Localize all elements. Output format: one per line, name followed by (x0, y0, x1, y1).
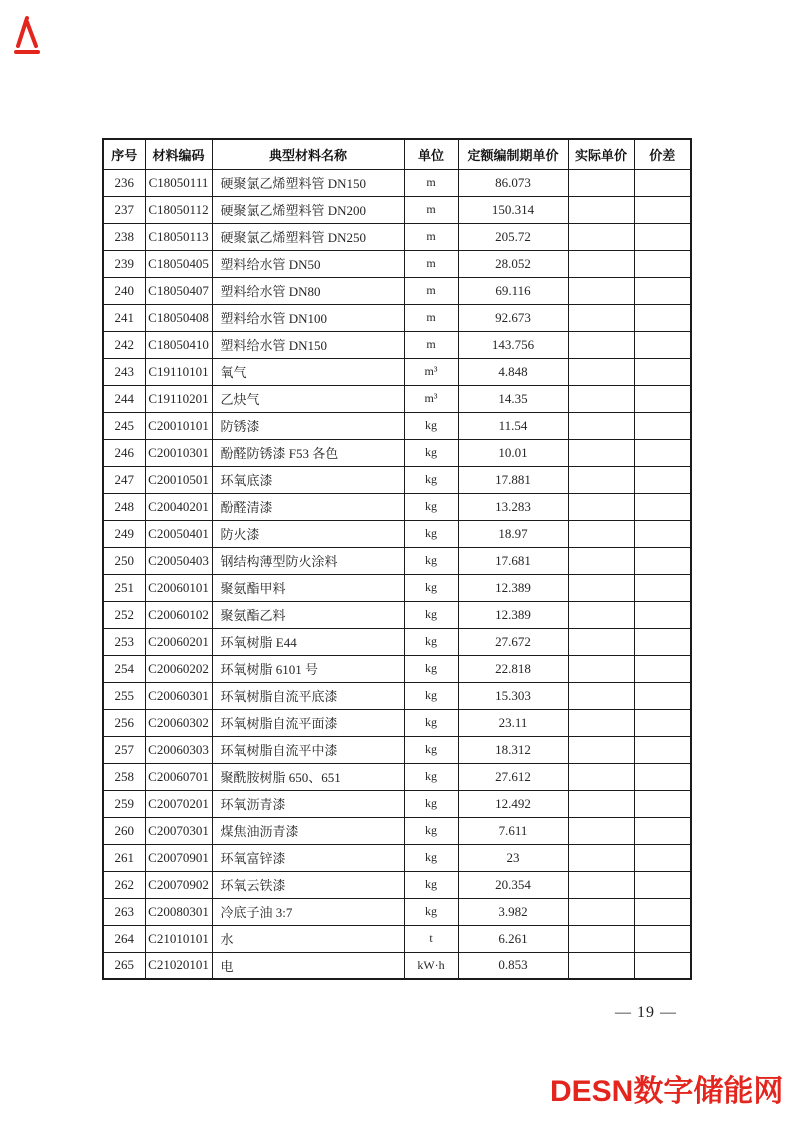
cell-material-name: 环氧云铁漆 (212, 871, 404, 898)
table-header-row (103, 139, 691, 169)
table-row (103, 547, 691, 574)
cell-price-diff (634, 358, 691, 385)
cell-material-name: 防火漆 (212, 520, 404, 547)
cell-unit: kg (404, 439, 458, 466)
cell-price-diff (634, 844, 691, 871)
cell-actual-price (568, 466, 634, 493)
cell-actual-price (568, 709, 634, 736)
cell-index: 247 (103, 466, 145, 493)
cell-base-period-price: 143.756 (458, 331, 568, 358)
cell-unit: kg (404, 682, 458, 709)
cell-price-diff (634, 304, 691, 331)
cell-actual-price (568, 817, 634, 844)
cell-price-diff (634, 871, 691, 898)
cell-price-diff (634, 925, 691, 952)
table-row (103, 844, 691, 871)
cell-actual-price (568, 169, 634, 196)
cell-material-name: 环氧树脂 E44 (212, 628, 404, 655)
cell-price-diff (634, 898, 691, 925)
cell-material-name: 酚醛防锈漆 F53 各色 (212, 439, 404, 466)
table-row (103, 601, 691, 628)
cell-unit: kg (404, 574, 458, 601)
column-header-actual-price: 实际单价 (568, 139, 634, 169)
cell-actual-price (568, 790, 634, 817)
cell-material-code: C21020101 (145, 952, 212, 979)
cell-material-code: C20010501 (145, 466, 212, 493)
cell-price-diff (634, 331, 691, 358)
cell-material-code: C20060202 (145, 655, 212, 682)
cell-index: 239 (103, 250, 145, 277)
cell-material-code: C20060201 (145, 628, 212, 655)
cell-index: 259 (103, 790, 145, 817)
table-row (103, 277, 691, 304)
cell-base-period-price: 86.073 (458, 169, 568, 196)
cell-material-code: C19110101 (145, 358, 212, 385)
cell-material-code: C20060701 (145, 763, 212, 790)
cell-index: 253 (103, 628, 145, 655)
cell-material-name: 塑料给水管 DN80 (212, 277, 404, 304)
cell-material-code: C20070301 (145, 817, 212, 844)
cell-base-period-price: 0.853 (458, 952, 568, 979)
cell-unit: m³ (404, 358, 458, 385)
cell-index: 246 (103, 439, 145, 466)
cell-base-period-price: 17.681 (458, 547, 568, 574)
cell-material-name: 电 (212, 952, 404, 979)
table-row (103, 493, 691, 520)
cell-index: 251 (103, 574, 145, 601)
cell-price-diff (634, 817, 691, 844)
cell-base-period-price: 18.97 (458, 520, 568, 547)
cell-unit: kg (404, 871, 458, 898)
cell-material-code: C20060302 (145, 709, 212, 736)
cell-material-name: 防锈漆 (212, 412, 404, 439)
cell-unit: kg (404, 520, 458, 547)
cell-price-diff (634, 574, 691, 601)
table-row (103, 385, 691, 412)
cell-actual-price (568, 763, 634, 790)
cell-unit: m (404, 169, 458, 196)
cell-price-diff (634, 709, 691, 736)
cell-material-name: 水 (212, 925, 404, 952)
cell-material-name: 环氧树脂自流平底漆 (212, 682, 404, 709)
cell-base-period-price: 17.881 (458, 466, 568, 493)
cell-price-diff (634, 466, 691, 493)
cell-index: 237 (103, 196, 145, 223)
cell-material-name: 环氧树脂 6101 号 (212, 655, 404, 682)
cell-actual-price (568, 493, 634, 520)
cell-actual-price (568, 574, 634, 601)
cell-actual-price (568, 385, 634, 412)
cell-base-period-price: 14.35 (458, 385, 568, 412)
cell-index: 238 (103, 223, 145, 250)
table-row (103, 736, 691, 763)
cell-price-diff (634, 223, 691, 250)
cell-material-name: 聚酰胺树脂 650、651 (212, 763, 404, 790)
cell-actual-price (568, 331, 634, 358)
cell-material-name: 钢结构薄型防火涂料 (212, 547, 404, 574)
cell-material-code: C20070201 (145, 790, 212, 817)
cell-unit: m (404, 304, 458, 331)
table-row (103, 169, 691, 196)
cell-unit: kW·h (404, 952, 458, 979)
cell-base-period-price: 18.312 (458, 736, 568, 763)
cell-unit: kg (404, 547, 458, 574)
cell-price-diff (634, 547, 691, 574)
table-row (103, 304, 691, 331)
column-header-price-diff: 价差 (634, 139, 691, 169)
cell-price-diff (634, 250, 691, 277)
table-row (103, 898, 691, 925)
red-stamp-fragment-icon (13, 13, 41, 57)
cell-price-diff (634, 439, 691, 466)
materials-price-table (102, 138, 692, 980)
cell-material-name: 塑料给水管 DN50 (212, 250, 404, 277)
cell-material-name: 环氧树脂自流平中漆 (212, 736, 404, 763)
cell-material-code: C20060101 (145, 574, 212, 601)
cell-material-code: C20060301 (145, 682, 212, 709)
cell-index: 242 (103, 331, 145, 358)
cell-base-period-price: 15.303 (458, 682, 568, 709)
cell-material-name: 乙炔气 (212, 385, 404, 412)
cell-material-name: 环氧底漆 (212, 466, 404, 493)
cell-material-name: 环氧富锌漆 (212, 844, 404, 871)
cell-unit: m³ (404, 385, 458, 412)
cell-actual-price (568, 844, 634, 871)
column-header-material-code: 材料编码 (145, 139, 212, 169)
cell-index: 260 (103, 817, 145, 844)
cell-material-code: C18050408 (145, 304, 212, 331)
table-row (103, 682, 691, 709)
cell-material-code: C20070902 (145, 871, 212, 898)
cell-material-name: 冷底子油 3:7 (212, 898, 404, 925)
cell-material-code: C20060303 (145, 736, 212, 763)
cell-material-code: C20010301 (145, 439, 212, 466)
cell-base-period-price: 4.848 (458, 358, 568, 385)
cell-unit: kg (404, 763, 458, 790)
table-row (103, 520, 691, 547)
cell-unit: kg (404, 790, 458, 817)
cell-index: 245 (103, 412, 145, 439)
cell-index: 264 (103, 925, 145, 952)
table-row (103, 628, 691, 655)
table-row (103, 763, 691, 790)
cell-material-name: 环氧树脂自流平面漆 (212, 709, 404, 736)
cell-material-code: C18050410 (145, 331, 212, 358)
cell-unit: m (404, 250, 458, 277)
cell-unit: t (404, 925, 458, 952)
table-row (103, 871, 691, 898)
cell-actual-price (568, 736, 634, 763)
table-row (103, 250, 691, 277)
cell-price-diff (634, 790, 691, 817)
cell-unit: kg (404, 709, 458, 736)
cell-unit: m (404, 223, 458, 250)
cell-index: 244 (103, 385, 145, 412)
cell-material-code: C18050113 (145, 223, 212, 250)
cell-unit: m (404, 277, 458, 304)
cell-material-code: C18050407 (145, 277, 212, 304)
cell-material-name: 氧气 (212, 358, 404, 385)
cell-price-diff (634, 169, 691, 196)
cell-base-period-price: 13.283 (458, 493, 568, 520)
cell-material-code: C18050111 (145, 169, 212, 196)
cell-price-diff (634, 736, 691, 763)
cell-actual-price (568, 277, 634, 304)
table-row (103, 466, 691, 493)
cell-material-name: 聚氨酯乙料 (212, 601, 404, 628)
table-row (103, 925, 691, 952)
cell-base-period-price: 3.982 (458, 898, 568, 925)
cell-material-name: 硬聚氯乙烯塑料管 DN150 (212, 169, 404, 196)
cell-unit: kg (404, 736, 458, 763)
table-row (103, 574, 691, 601)
cell-price-diff (634, 520, 691, 547)
cell-actual-price (568, 655, 634, 682)
cell-index: 254 (103, 655, 145, 682)
cell-unit: kg (404, 493, 458, 520)
cell-actual-price (568, 547, 634, 574)
cell-material-code: C18050112 (145, 196, 212, 223)
cell-base-period-price: 92.673 (458, 304, 568, 331)
cell-material-name: 聚氨酯甲料 (212, 574, 404, 601)
table-row (103, 952, 691, 979)
cell-actual-price (568, 250, 634, 277)
cell-material-code: C21010101 (145, 925, 212, 952)
table-row (103, 412, 691, 439)
cell-unit: kg (404, 628, 458, 655)
cell-index: 250 (103, 547, 145, 574)
cell-material-name: 环氧沥青漆 (212, 790, 404, 817)
cell-base-period-price: 27.672 (458, 628, 568, 655)
cell-unit: kg (404, 601, 458, 628)
cell-material-name: 酚醛清漆 (212, 493, 404, 520)
cell-unit: kg (404, 466, 458, 493)
cell-material-name: 硬聚氯乙烯塑料管 DN250 (212, 223, 404, 250)
cell-base-period-price: 205.72 (458, 223, 568, 250)
cell-material-code: C20060102 (145, 601, 212, 628)
cell-base-period-price: 12.389 (458, 574, 568, 601)
table-row (103, 331, 691, 358)
cell-base-period-price: 23.11 (458, 709, 568, 736)
table-row (103, 655, 691, 682)
cell-material-code: C20050401 (145, 520, 212, 547)
cell-price-diff (634, 952, 691, 979)
cell-price-diff (634, 493, 691, 520)
cell-index: 265 (103, 952, 145, 979)
cell-base-period-price: 6.261 (458, 925, 568, 952)
cell-material-code: C20050403 (145, 547, 212, 574)
cell-index: 241 (103, 304, 145, 331)
table-row (103, 439, 691, 466)
cell-price-diff (634, 196, 691, 223)
table-row (103, 358, 691, 385)
cell-base-period-price: 12.492 (458, 790, 568, 817)
cell-base-period-price: 23 (458, 844, 568, 871)
table-row (103, 790, 691, 817)
cell-base-period-price: 10.01 (458, 439, 568, 466)
cell-unit: kg (404, 655, 458, 682)
cell-unit: kg (404, 844, 458, 871)
cell-unit: kg (404, 817, 458, 844)
column-header-material-name: 典型材料名称 (212, 139, 404, 169)
cell-index: 263 (103, 898, 145, 925)
table-row (103, 817, 691, 844)
cell-price-diff (634, 763, 691, 790)
brand-watermark: DESN数字储能网 (550, 1075, 784, 1108)
cell-material-name: 塑料给水管 DN100 (212, 304, 404, 331)
cell-index: 256 (103, 709, 145, 736)
cell-index: 258 (103, 763, 145, 790)
cell-base-period-price: 7.611 (458, 817, 568, 844)
cell-price-diff (634, 655, 691, 682)
cell-base-period-price: 150.314 (458, 196, 568, 223)
cell-base-period-price: 69.116 (458, 277, 568, 304)
cell-actual-price (568, 304, 634, 331)
cell-actual-price (568, 682, 634, 709)
cell-base-period-price: 12.389 (458, 601, 568, 628)
cell-index: 255 (103, 682, 145, 709)
cell-price-diff (634, 385, 691, 412)
table-row (103, 196, 691, 223)
cell-index: 249 (103, 520, 145, 547)
cell-actual-price (568, 223, 634, 250)
cell-actual-price (568, 439, 634, 466)
cell-material-name: 塑料给水管 DN150 (212, 331, 404, 358)
cell-index: 257 (103, 736, 145, 763)
cell-index: 240 (103, 277, 145, 304)
cell-price-diff (634, 277, 691, 304)
cell-price-diff (634, 682, 691, 709)
cell-unit: m (404, 331, 458, 358)
cell-index: 252 (103, 601, 145, 628)
cell-base-period-price: 22.818 (458, 655, 568, 682)
cell-index: 262 (103, 871, 145, 898)
cell-material-code: C20040201 (145, 493, 212, 520)
cell-index: 248 (103, 493, 145, 520)
cell-index: 243 (103, 358, 145, 385)
cell-actual-price (568, 196, 634, 223)
cell-material-code: C20080301 (145, 898, 212, 925)
cell-material-code: C20070901 (145, 844, 212, 871)
cell-actual-price (568, 601, 634, 628)
cell-actual-price (568, 925, 634, 952)
table-row (103, 223, 691, 250)
cell-material-code: C18050405 (145, 250, 212, 277)
cell-unit: kg (404, 412, 458, 439)
cell-actual-price (568, 520, 634, 547)
cell-price-diff (634, 628, 691, 655)
page-number: — 19 — (615, 1004, 677, 1021)
cell-index: 236 (103, 169, 145, 196)
column-header-unit: 单位 (404, 139, 458, 169)
cell-material-code: C19110201 (145, 385, 212, 412)
cell-base-period-price: 27.612 (458, 763, 568, 790)
cell-index: 261 (103, 844, 145, 871)
cell-actual-price (568, 898, 634, 925)
cell-unit: kg (404, 898, 458, 925)
cell-actual-price (568, 871, 634, 898)
cell-material-name: 煤焦油沥青漆 (212, 817, 404, 844)
cell-actual-price (568, 358, 634, 385)
column-header-index: 序号 (103, 139, 145, 169)
cell-actual-price (568, 628, 634, 655)
cell-base-period-price: 20.354 (458, 871, 568, 898)
table-row (103, 709, 691, 736)
cell-material-name: 硬聚氯乙烯塑料管 DN200 (212, 196, 404, 223)
cell-actual-price (568, 952, 634, 979)
cell-base-period-price: 11.54 (458, 412, 568, 439)
column-header-base-period-price: 定额编制期单价 (458, 139, 568, 169)
cell-price-diff (634, 412, 691, 439)
cell-base-period-price: 28.052 (458, 250, 568, 277)
cell-material-code: C20010101 (145, 412, 212, 439)
cell-actual-price (568, 412, 634, 439)
cell-price-diff (634, 601, 691, 628)
cell-unit: m (404, 196, 458, 223)
